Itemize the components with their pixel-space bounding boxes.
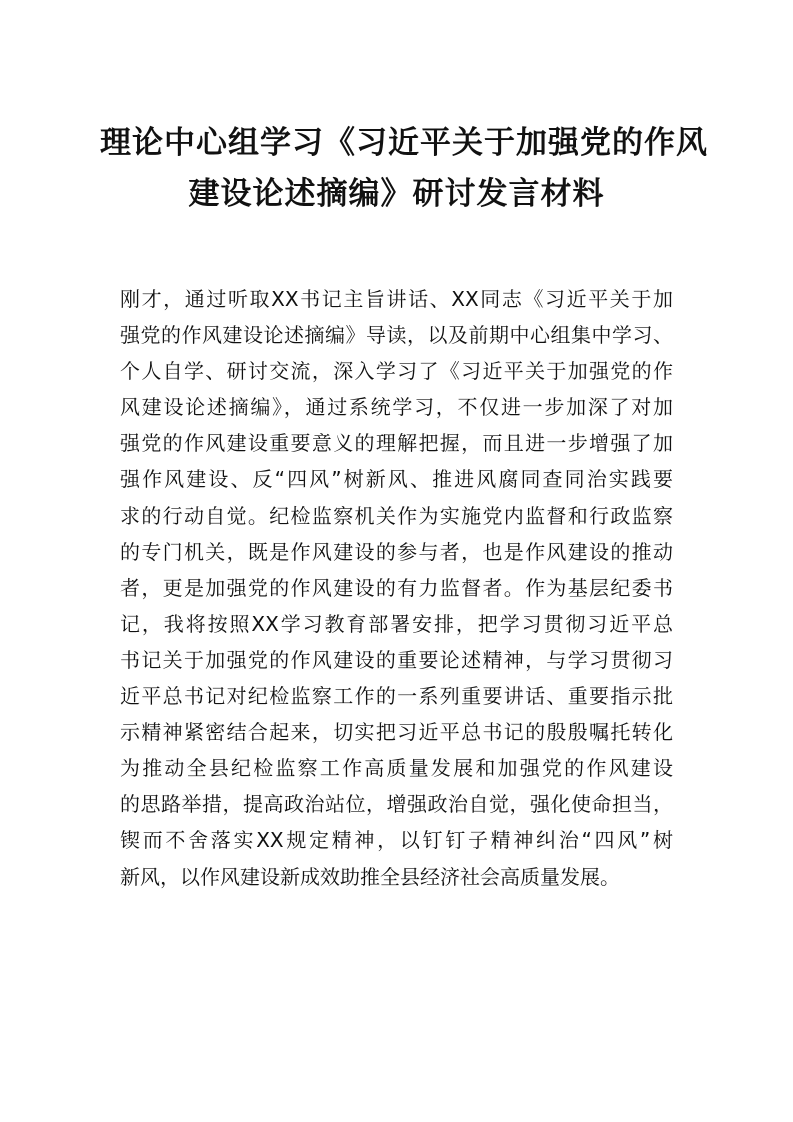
body-line: 锲而不舍落实XX规定精神，以钉钉子精神纠治“四风”树 — [120, 828, 673, 853]
body-line: 个人自学、研讨交流，深入学习了《习近平关于加强党的作 — [120, 359, 673, 384]
title-line-1: 理论中心组学习《习近平关于加强党的作风 — [100, 125, 708, 161]
body-line: 近平总书记对纪检监察工作的一系列重要讲话、重要指示批 — [120, 684, 673, 709]
body-line: 新风，以作风建设新成效助推全县经济社会高质量发展。 — [120, 864, 620, 889]
body-line: 风建设论述摘编》，通过系统学习，不仅进一步加深了对加 — [120, 395, 673, 420]
title-line-2: 建设论述摘编》研讨发言材料 — [188, 176, 605, 212]
body-line: 者，更是加强党的作风建设的有力监督者。作为基层纪委书 — [120, 575, 673, 600]
body-line: 刚才，通过听取XX书记主旨讲话、XX同志《习近平关于加 — [120, 287, 673, 311]
body-line: 为推动全县纪检监察工作高质量发展和加强党的作风建设 — [120, 756, 673, 781]
body-line: 求的行动自觉。纪检监察机关作为实施党内监督和行政监察 — [120, 503, 673, 528]
body-line: 的专门机关，既是作风建设的参与者，也是作风建设的推动 — [120, 539, 673, 564]
document-title — [100, 118, 708, 220]
body-line: 示精神紧密结合起来，切实把习近平总书记的殷殷嘱托转化 — [120, 720, 673, 745]
body-line: 强党的作风建设论述摘编》导读，以及前期中心组集中学习、 — [120, 323, 673, 348]
body-paragraph — [120, 281, 673, 895]
body-line: 记，我将按照XX学习教育部署安排，把学习贯彻习近平总 — [120, 611, 673, 636]
body-line: 强党的作风建设重要意义的理解把握，而且进一步增强了加 — [120, 431, 673, 456]
body-line: 的思路举措，提高政治站位，增强政治自觉，强化使命担当， — [120, 792, 673, 817]
body-line: 书记关于加强党的作风建设的重要论述精神，与学习贯彻习 — [120, 647, 673, 672]
body-line: 强作风建设、反“四风”树新风、推进风腐同查同治实践要 — [120, 467, 673, 492]
